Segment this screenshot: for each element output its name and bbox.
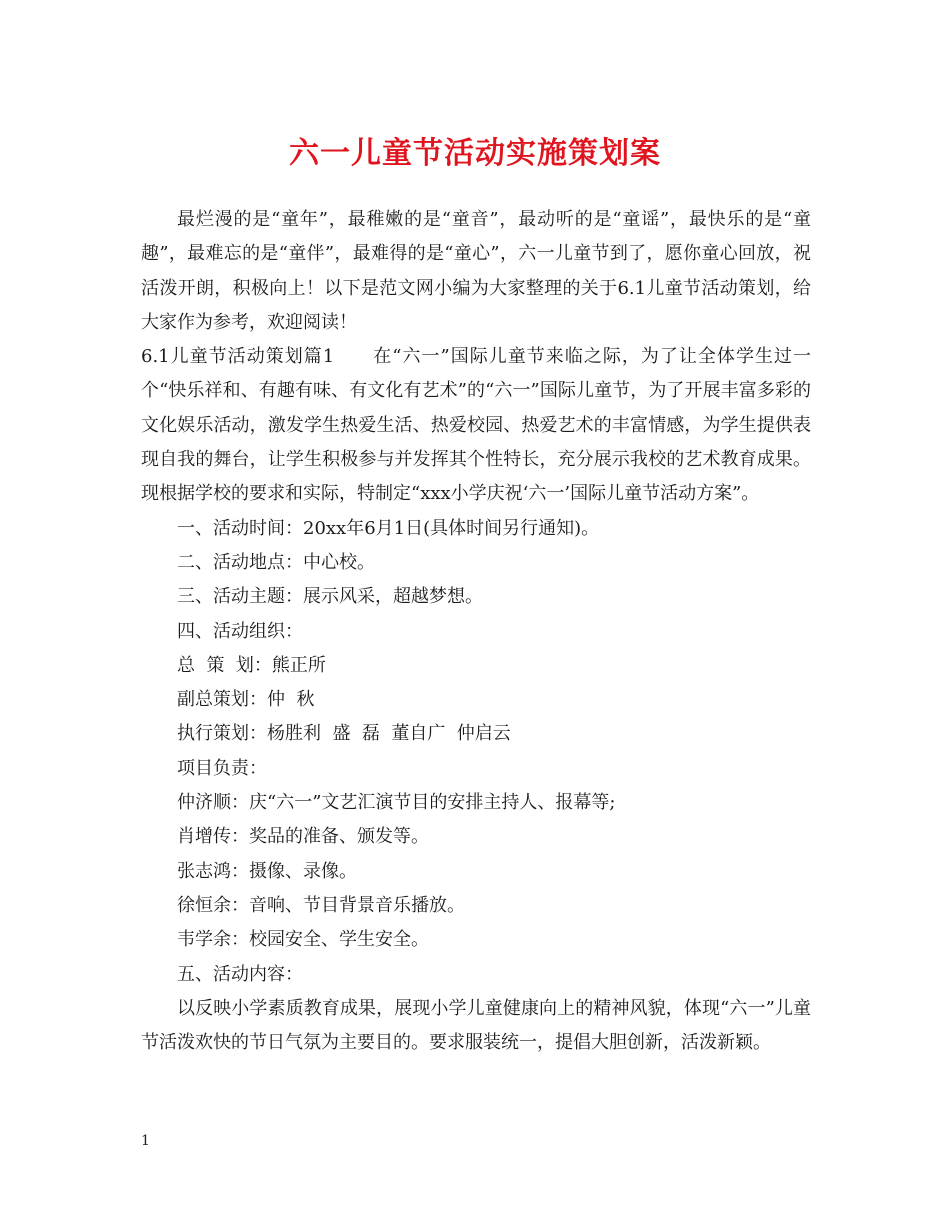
plan-intro-paragraph: 6.1儿童节活动策划篇1 在“六一”国际儿童节来临之际，为了让全体学生过一个“快乐祥和、有趣有味、有文化有艺术”的“六一”国际儿童节，为了开展丰富多彩的文化娱乐活动，激发学生热爱生活、热爱校园、热爱艺术的丰富情感，为学生提供表现自我的舞台，让学生积极参与并发挥其个性特长，充分展示我校的艺术教育成果。现根据学校的要求和实际，特制定“xxx小学庆祝‘六一’国际儿童节活动方案”。 bbox=[141, 346, 811, 505]
item-lead-program: 仲济顺：庆“六一”文艺汇演节目的安排主持人、报幕等; bbox=[177, 792, 616, 814]
item-lead-video: 张志鸿：摄像、录像。 bbox=[177, 860, 357, 882]
item-activity-theme: 三、活动主题：展示风采，超越梦想。 bbox=[177, 586, 483, 608]
document-title: 六一儿童节活动实施策划案 bbox=[289, 136, 661, 171]
item-deputy-planner: 副总策划：仲 秋 bbox=[177, 689, 315, 711]
document-body bbox=[141, 203, 811, 1060]
item-executive-planners: 执行策划：杨胜利 盛 磊 董自广 仲启云 bbox=[177, 723, 511, 745]
item-lead-audio: 徐恒余：音响、节目背景音乐播放。 bbox=[177, 894, 465, 916]
intro-paragraph: 最烂漫的是“童年”，最稚嫩的是“童音”，最动听的是“童谣”，最快乐的是“童趣”，最难忘的是“童伴”，最难得的是“童心”，六一儿童节到了，愿你童心回放，祝活泼开朗，积极向上！以下是范文网小编为大家整理的关于6.1儿童节活动策划，给大家作为参考，欢迎阅读！ bbox=[141, 209, 811, 333]
item-activity-content: 五、活动内容： bbox=[177, 963, 303, 985]
item-activity-time: 一、活动时间：20xx年6月1日(具体时间另行通知)。 bbox=[177, 517, 600, 539]
item-activity-organization: 四、活动组织： bbox=[177, 620, 303, 642]
content-paragraph: 以反映小学素质教育成果，展现小学儿童健康向上的精神风貌，体现“六一”儿童节活泼欢快的节日气氛为主要目的。要求服装统一，提倡大胆创新，活泼新颖。 bbox=[141, 997, 811, 1054]
item-lead-safety: 韦学余：校园安全、学生安全。 bbox=[177, 929, 429, 951]
item-project-leads: 项目负责： bbox=[177, 757, 267, 779]
item-lead-prizes: 肖增传：奖品的准备、颁发等。 bbox=[177, 826, 429, 848]
item-activity-location: 二、活动地点：中心校。 bbox=[177, 551, 375, 573]
page-number: 1 bbox=[141, 1133, 150, 1149]
item-chief-planner: 总 策 划：熊正所 bbox=[177, 654, 326, 676]
